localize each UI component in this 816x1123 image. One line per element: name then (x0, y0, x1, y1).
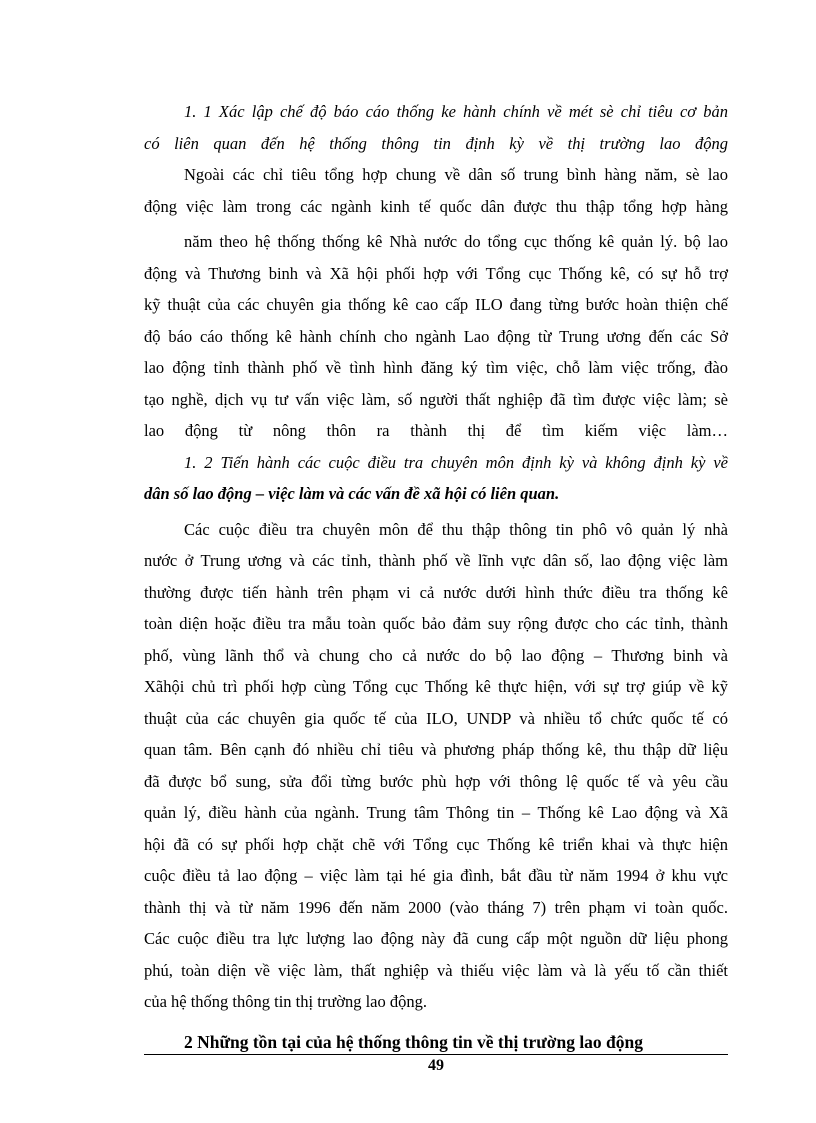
paragraph-3-line-8: quan tâm. Bên cạnh đó nhiều chỉ tiêu và phương pháp thống kê, thu thập dữ liệu (144, 740, 728, 759)
paragraph-3-line-7: thuật của các chuyên gia quốc tế của ILO, UNDP và nhiều tổ chức quốc tế có (144, 708, 728, 728)
paragraph-3-line-1: Các cuộc điều tra chuyên môn để thu thập thông tin phô vô quản lý nhà (184, 519, 728, 539)
paragraph-2-line-6: tạo nghề, dịch vụ tư vấn việc làm, số người thất nghiệp đã tìm được việc làm; sè (144, 389, 728, 409)
paragraph-1-line-2: động việc làm trong các ngành kinh tế quốc dân được thu thập tổng hợp hàng (144, 196, 728, 216)
footer-divider (144, 1054, 728, 1055)
paragraph-2-line-2: động và Thương binh và Xã hội phối hợp với Tổng cục Thống kê, có sự hỗ trợ (144, 263, 728, 283)
paragraph-3-line-11: hội đã có sự phối hợp chặt chẽ với Tổng cục Thống kê triển khai và thực hiện (144, 834, 728, 854)
heading-1-1-line-2: có liên quan đến hệ thống thông tin định kỳ về thị trường lao động (144, 133, 728, 153)
paragraph-2-line-5: lao động tỉnh thành phố về tình hình đăng ký tìm việc, chỗ làm việc trống, đào (144, 358, 728, 377)
heading-1-2-line-1: 1. 2 Tiến hành các cuộc điều tra chuyên môn định kỳ và không định kỳ về (184, 452, 728, 472)
paragraph-3-line-13: thành thị và từ năm 1996 đến năm 2000 (vào tháng 7) trên phạm vi toàn quốc. (144, 897, 728, 917)
paragraph-2-line-1: năm theo hệ thống thống kê Nhà nước do tổng cục thống kê quản lý. bộ lao (184, 232, 728, 251)
paragraph-3-line-3: thường được tiến hành trên phạm vi cả nước dưới hình thức điều tra thống kê (144, 582, 728, 602)
paragraph-2-line-3: kỹ thuật của các chuyên gia thống kê cao cấp ILO đang từng bước hoàn thiện chế (144, 295, 728, 314)
paragraph-3-line-5: phố, vùng lãnh thổ và chung cho cả nước do bộ lao động – Thương binh và (144, 645, 728, 665)
paragraph-3-line-10: quản lý, điều hành của ngành. Trung tâm Thông tin – Thống kê Lao động và Xã (144, 803, 728, 822)
paragraph-1-line-1: Ngoài các chỉ tiêu tổng hợp chung về dân số trung bình hàng năm, sè lao (184, 165, 728, 184)
paragraph-3-line-9: đã được bổ sung, sửa đổi từng bước phù hợp với thông lệ quốc tế và yêu cầu (144, 771, 728, 791)
paragraph-3-line-16: của hệ thống thông tin thị trường lao động. (144, 992, 428, 1011)
paragraph-3-line-15: phú, toàn diện về việc làm, thất nghiệp và thiếu việc làm và là yếu tố cần thiết (144, 960, 728, 980)
paragraph-3-line-12: cuộc điều tả lao động – việc làm tại hé gia đình, bắt đầu từ năm 1994 ở khu vực (144, 866, 728, 885)
heading-1-2-line-2: dân số lao động – việc làm và các vấn đề xã hội có liên quan. (144, 484, 560, 503)
heading-1-1-line-1: 1. 1 Xác lập chế độ báo cáo thống ke hành chính về mét sè chỉ tiêu cơ bản (184, 102, 728, 121)
page-content (144, 96, 728, 1058)
paragraph-2-line-4: độ báo cáo thống kê hành chính cho ngành Lao động từ Trung ương đến các Sở (144, 326, 728, 346)
paragraph-2-line-7: lao động từ nông thôn ra thành thị để tìm kiếm việc làm… (144, 421, 728, 440)
paragraph-3-line-6: Xãhội chủ trì phối hợp cùng Tổng cục Thống kê thực hiện, với sự trợ giúp về kỹ (144, 677, 728, 696)
section-2-title: 2 Những tồn tại của hệ thống thông tin về thị trường lao động (184, 1031, 644, 1052)
paragraph-3-line-4: toàn diện hoặc điều tra mẫu toàn quốc bảo đảm suy rộng được cho các tỉnh, thành (144, 614, 728, 633)
paragraph-3-line-2: nước ở Trung ương và các tỉnh, thành phố về lĩnh vực dân số, lao động việc làm (144, 551, 728, 570)
paragraph-3-line-14: Các cuộc điều tra lực lượng lao động này đã cung cấp một nguồn dữ liệu phong (144, 929, 728, 948)
page-number: 49 (428, 1057, 444, 1074)
